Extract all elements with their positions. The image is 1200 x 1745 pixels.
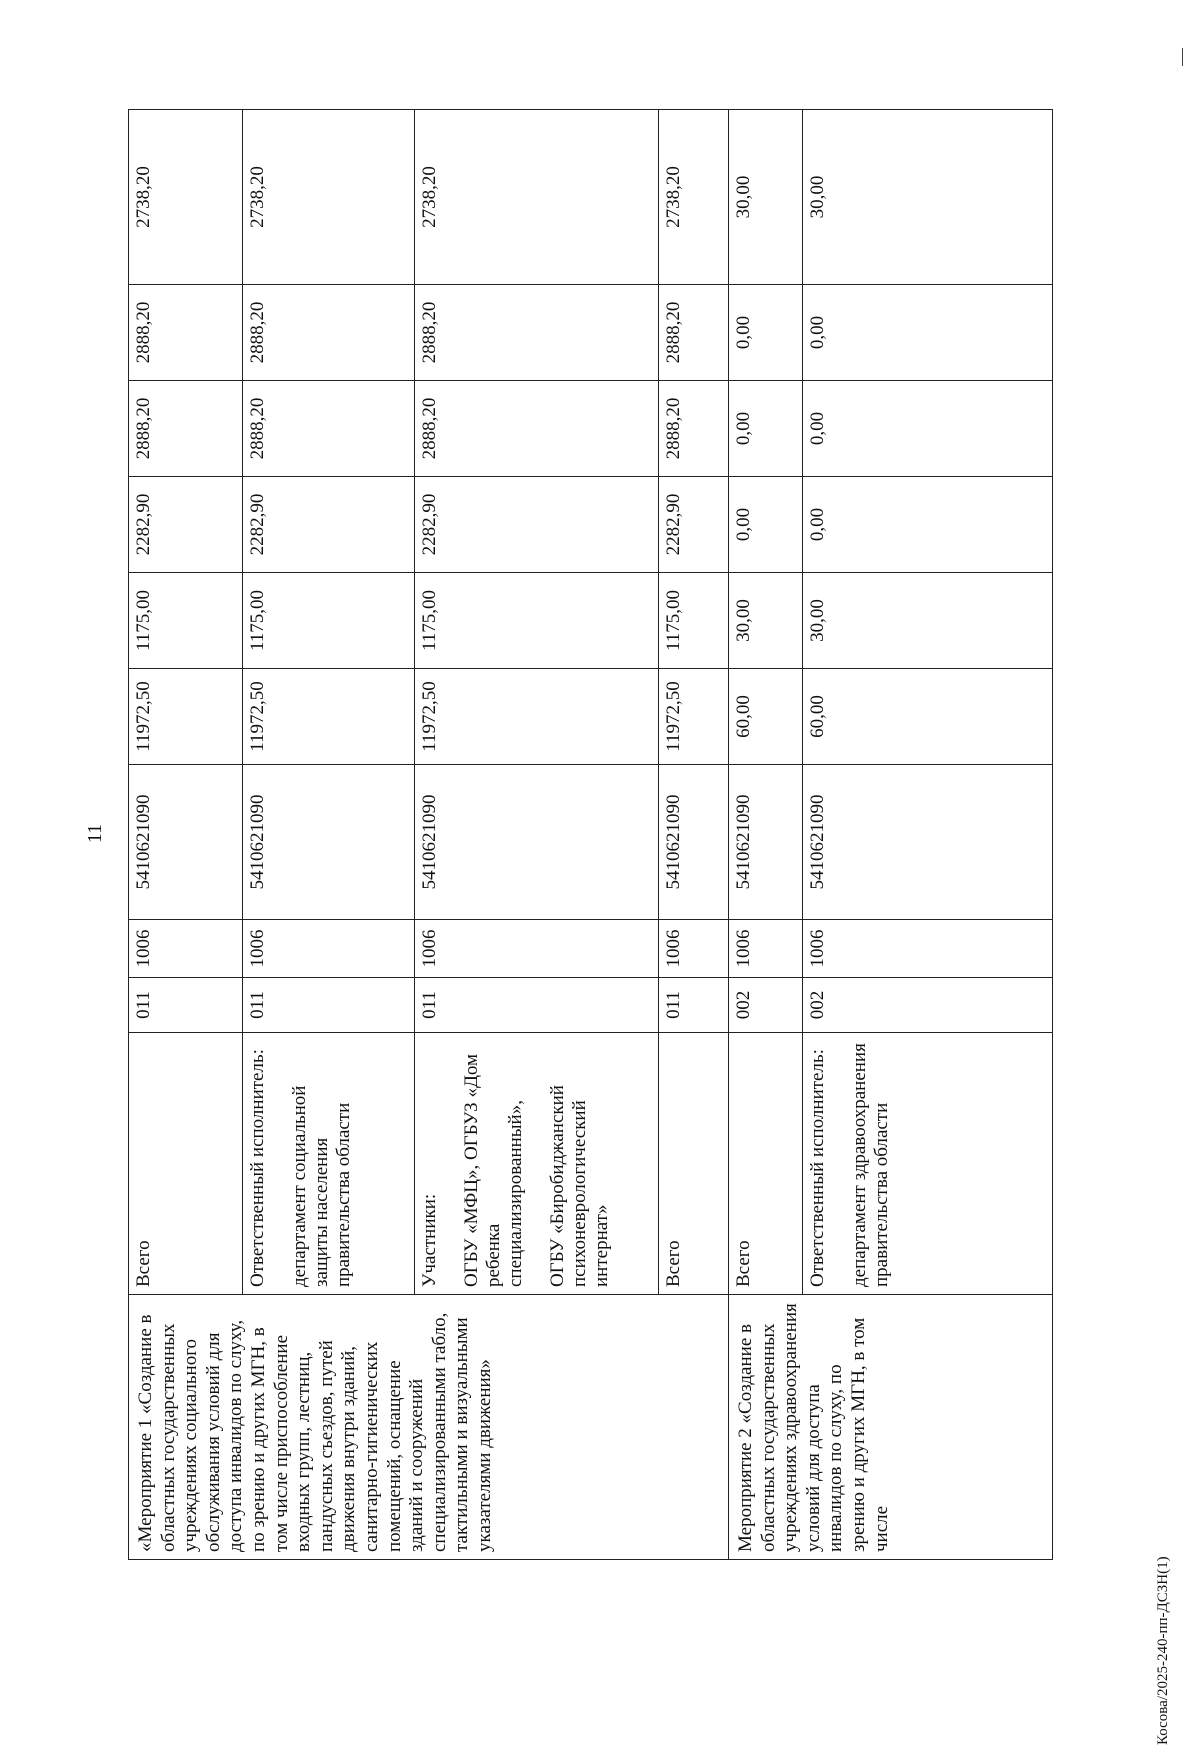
activity-name-cell: Мероприятие 2 «Создание в областных государственных учреждениях здравоохранения условий для доступа инвалидов по слуху, по зрению и других МГН, в том числе [729,1295,1053,1560]
value-cell: 0,00 [803,381,1053,477]
value-cell: 11972,50 [129,669,243,765]
code-cell: 5410621090 [129,765,243,920]
value-cell: 2282,90 [243,477,415,573]
source-role: Участники: [419,1193,440,1287]
value-cell: 2282,90 [129,477,243,573]
source-cell: Всего [659,1033,729,1295]
value-cell: 11972,50 [659,669,729,765]
value-cell: 2888,20 [659,285,729,381]
value-cell: 2282,90 [659,477,729,573]
value-cell: 11972,50 [243,669,415,765]
code-cell: 1006 [659,920,729,978]
budget-table [128,110,1052,1560]
code-cell: 5410621090 [659,765,729,920]
code-cell: 1006 [729,920,803,978]
value-cell: 30,00 [729,110,803,285]
code-cell: 011 [659,978,729,1033]
code-cell: 5410621090 [729,765,803,920]
value-cell: 60,00 [803,669,1053,765]
code-cell: 5410621090 [803,765,1053,920]
value-cell: 1175,00 [129,573,243,669]
source-cell: Всего [729,1033,803,1295]
edge-mark [1182,48,1183,66]
value-cell: 1175,00 [415,573,659,669]
code-cell: 1006 [243,920,415,978]
value-cell: 60,00 [729,669,803,765]
code-cell: 011 [415,978,659,1033]
value-cell: 2888,20 [243,381,415,477]
value-cell: 2738,20 [243,110,415,285]
code-cell: 1006 [803,920,1053,978]
source-org: департамент здравоохранения правительства области [849,1043,892,1287]
page-number: 11 [84,823,107,844]
value-cell: 0,00 [729,285,803,381]
value-cell: 2888,20 [243,285,415,381]
code-cell: 002 [803,978,1053,1033]
value-cell: 2888,20 [129,381,243,477]
value-cell: 11972,50 [415,669,659,765]
source-cell [243,1033,415,1295]
value-cell: 1175,00 [243,573,415,669]
source-org: ОГБУ «МФЦ», ОГБУЗ «Дом ребенка специализированный», [461,1053,526,1287]
value-cell: 2738,20 [129,110,243,285]
document-footer: Косова/2025-240-пп-ДСЗН(1) [1155,1556,1171,1745]
source-org: департамент социальной защиты населения правительства области [289,1085,354,1287]
source-org: ОГБУ «Биробиджанский психоневрологический интернат» [547,1085,612,1287]
value-cell: 30,00 [729,573,803,669]
value-cell: 2738,20 [659,110,729,285]
value-cell: 2282,90 [415,477,659,573]
code-cell: 5410621090 [415,765,659,920]
value-cell: 2888,20 [129,285,243,381]
value-cell: 0,00 [803,285,1053,381]
code-cell: 5410621090 [243,765,415,920]
code-cell: 1006 [415,920,659,978]
value-cell: 1175,00 [659,573,729,669]
code-cell: 011 [243,978,415,1033]
source-cell [415,1033,659,1295]
value-cell: 2888,20 [659,381,729,477]
value-cell: 2888,20 [415,285,659,381]
code-cell: 002 [729,978,803,1033]
code-cell: 011 [129,978,243,1033]
code-cell: 1006 [129,920,243,978]
value-cell: 30,00 [803,573,1053,669]
value-cell: 30,00 [803,110,1053,285]
value-cell: 0,00 [729,381,803,477]
value-cell: 2738,20 [415,110,659,285]
table-row [729,110,803,1560]
value-cell: 0,00 [729,477,803,573]
source-cell [803,1033,1053,1295]
value-cell: 2888,20 [415,381,659,477]
table-row [129,110,243,1560]
source-cell: Всего [129,1033,243,1295]
source-role: Ответственный исполнитель: [247,1049,268,1287]
value-cell: 0,00 [803,477,1053,573]
source-role: Ответственный исполнитель: [807,1049,828,1287]
activity-name-cell: «Мероприятие 1 «Создание в областных государственных учреждениях социального обслуживания условий для доступа инвалидов по слуху, по зрению и других МГН, в том числе приспособление входных групп, лестниц, пандусных съездов, путей движения внутри зданий, санитарно-гигиенических помещений, оснащение зданий и сооружений специализированными табло, тактильными и визуальными указателями движения» [129,1295,729,1560]
